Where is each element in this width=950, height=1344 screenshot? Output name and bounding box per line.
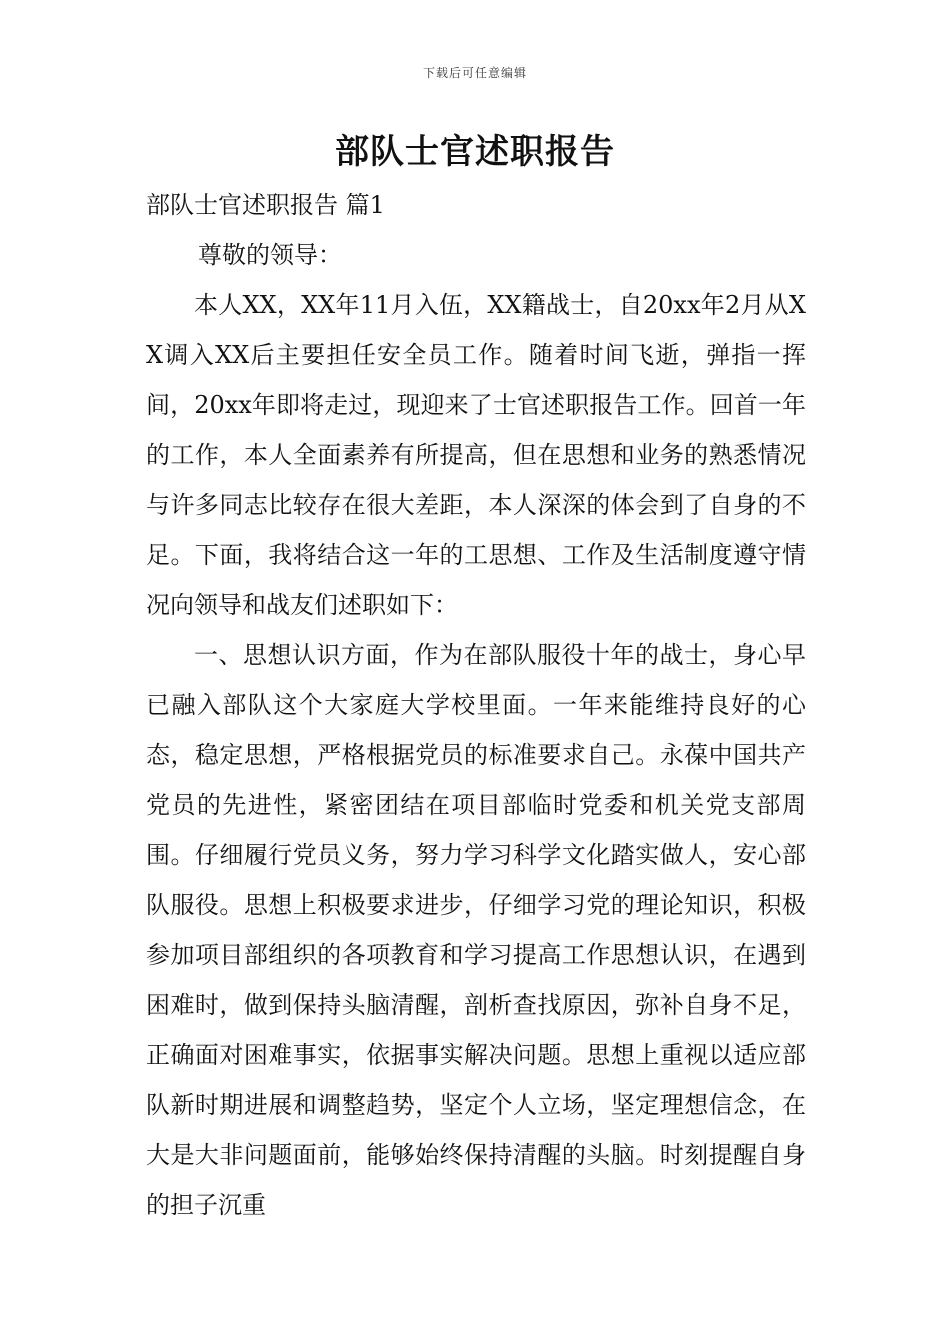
paragraph-intro: 本人XX，XX年11月入伍，XX籍战士，自20xx年2月从XX调入XX后主要担任安全员工作。随着时间飞逝，弹指一挥间，20xx年即将走过，现迎来了士官述职报告工作。回首一年的工作，本人全面素养有所提高，但在思想和业务的熟悉情况与许多同志比较存在很大差距，本人深深的体会到了自身的不足。下面，我将结合这一年的工思想、工作及生活制度遵守情况向领导和战友们述职如下：	[146, 291, 806, 619]
document-title: 部队士官述职报告	[335, 132, 615, 172]
paragraph-thought: 一、思想认识方面，作为在部队服役十年的战士，身心早已融入部队这个大家庭大学校里面。一年来能维持良好的心态，稳定思想，严格根据党员的标准要求自己。永葆中国共产党员的先进性，紧密团结在项目部临时党委和机关党支部周围。仔细履行党员义务，努力学习科学文化踏实做人，安心部队服役。思想上积极要求进步，仔细学习党的理论知识，积极参加项目部组织的各项教育和学习提高工作思想认识，在遇到困难时，做到保持头脑清醒，剖析查找原因，弥补自身不足，正确面对困难事实，依据事实解决问题。思想上重视以适应部队新时期进展和调整趋势，坚定个人立场，坚定理想信念，在大是大非问题面前，能够始终保持清醒的头脑。时刻提醒自身的担子沉重	[146, 641, 806, 1219]
document-body	[146, 180, 806, 1230]
header-note: 下载后可任意编辑	[422, 66, 527, 80]
salutation: 尊敬的领导：	[198, 241, 342, 269]
section-subtitle: 部队士官述职报告 篇1	[146, 191, 385, 219]
